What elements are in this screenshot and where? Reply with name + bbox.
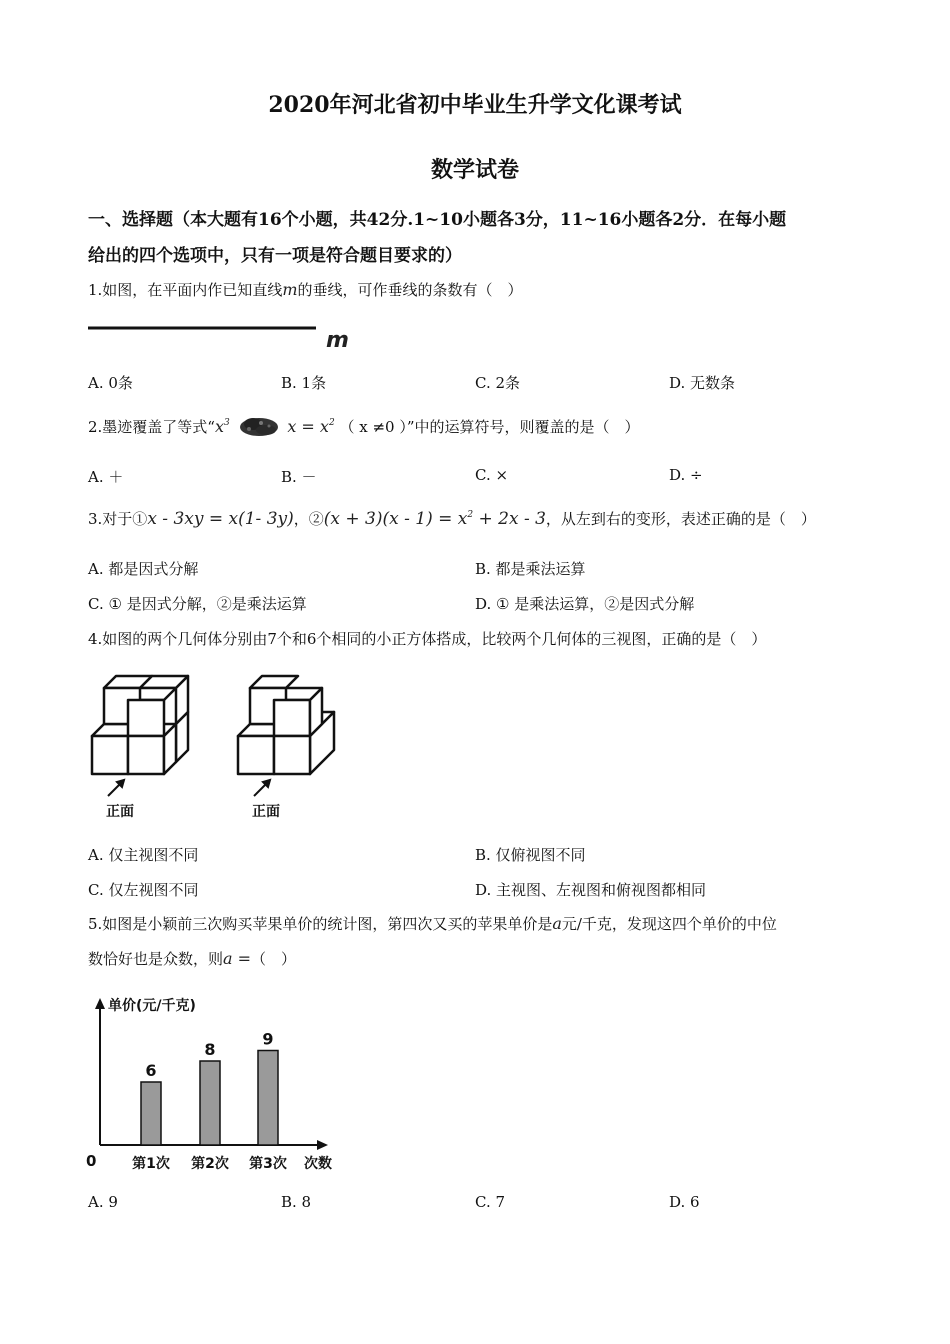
bar-value-label-3: 9 — [262, 1029, 274, 1049]
q3-option-c: C. ① 是因式分解，②是乘法运算 — [88, 595, 307, 613]
q4-figure — [84, 666, 354, 830]
q1-figure — [88, 318, 368, 362]
bar-2 — [200, 1061, 220, 1145]
question-5-line1 — [88, 913, 777, 934]
q3-option-a: A. 都是因式分解 — [88, 560, 199, 578]
q5-option-d: D. 6 — [669, 1193, 700, 1211]
front-label-1: 正面 — [106, 804, 134, 820]
q3-expr2-exp: 2 — [467, 510, 474, 520]
category-label-1: 第1次 — [132, 1156, 170, 1172]
line-m-label: m — [326, 328, 349, 353]
q5-line1-a: 5.如图是小颖前三次购买苹果单价的统计图，第四次又买的苹果单价是 — [88, 915, 553, 933]
exam-subtitle: 数学试卷 — [430, 157, 519, 183]
section-header-line1: 一、选择题（本大题有16个小题，共42分.1~10小题各3分，11~16小题各2分．在每小题 — [88, 210, 787, 230]
bar-value-label-1: 6 — [145, 1061, 157, 1080]
q5-line1-b: 元/千克，发现这四个单价的中位 — [561, 915, 777, 933]
q5-var: a — [552, 914, 562, 933]
line-m-figure — [88, 318, 368, 358]
q2-option-b: B. － — [281, 468, 317, 486]
category-label-3: 第3次 — [249, 1156, 287, 1172]
q1-var: m — [282, 280, 298, 299]
section-header-line2: 给出的四个选项中，只有一项是符合题目要求的） — [88, 246, 462, 266]
exam-title: 2020年河北省初中毕业生升学文化课考试 — [268, 92, 682, 118]
q3-option-d: D. ① 是乘法运算，②是因式分解 — [475, 595, 695, 613]
price-chart — [84, 990, 354, 1179]
question-1 — [88, 279, 523, 300]
y-axis-label: 单价(元/千克) — [108, 998, 196, 1014]
q2-condition: （ x ≠0 ） — [339, 418, 407, 436]
q2-option-c: C. × — [475, 466, 509, 484]
q1-option-b: B. 1条 — [281, 374, 327, 392]
front-label-2: 正面 — [252, 804, 280, 820]
price-bar-chart — [84, 990, 354, 1175]
bar-1 — [141, 1082, 161, 1145]
q5-option-b: B. 8 — [281, 1193, 312, 1211]
q5-line2-b: （ ） — [251, 950, 297, 968]
q4-option-d: D. 主视图、左视图和俯视图都相同 — [475, 881, 707, 899]
solid-2 — [238, 676, 334, 774]
q1-option-c: C. 2条 — [475, 374, 521, 392]
q2-exp2: 2 — [328, 418, 335, 428]
q1-option-d: D. 无数条 — [669, 374, 736, 392]
origin-label: 0 — [86, 1152, 97, 1170]
q1-option-a: A. 0条 — [88, 374, 133, 392]
bar-value-label-2: 8 — [204, 1040, 216, 1059]
y-axis-arrow — [95, 998, 105, 1009]
q2-x: x — [214, 417, 225, 436]
q2-text-b: ”中的运算符号，则覆盖的是（ ） — [406, 418, 640, 436]
q5-line2-a: 数恰好也是众数，则 — [88, 950, 224, 968]
q4-option-c: C. 仅左视图不同 — [88, 881, 199, 899]
q2-exp3: 3 — [224, 418, 230, 428]
cube-solids-figure — [84, 666, 354, 826]
x-axis-label: 次数 — [304, 1156, 332, 1172]
q3-expr1: x - 3xy = x(1- 3y) — [147, 509, 294, 529]
question-2 — [88, 416, 640, 438]
q2-option-d: D. ÷ — [669, 466, 703, 484]
q1-text-b: 的垂线，可作垂线的条数有（ ） — [297, 281, 523, 299]
q5-option-c: C. 7 — [475, 1193, 506, 1211]
q3-expr2b: + 2x - 3 — [473, 509, 546, 529]
question-5-line2 — [88, 948, 296, 969]
ink-blot-icon — [239, 416, 279, 438]
q1-text-a: 1.如图，在平面内作已知直线 — [88, 281, 283, 299]
category-label-2: 第2次 — [191, 1156, 229, 1172]
solid-1 — [92, 676, 188, 774]
q2-text-a: 2.墨迹覆盖了等式“ — [88, 418, 215, 436]
q4-option-a: A. 仅主视图不同 — [88, 846, 199, 864]
question-4: 4.如图的两个几何体分别由7个和6个相同的小正方体搭成，比较两个几何体的三视图，正确的是（ ） — [88, 630, 767, 648]
q3-text-b: ，② — [293, 510, 324, 528]
bar-3 — [258, 1051, 278, 1146]
question-3 — [88, 508, 816, 529]
q3-text-a: 3.对于① — [88, 510, 148, 528]
bars-group — [132, 1030, 287, 1173]
q4-option-b: B. 仅俯视图不同 — [475, 846, 586, 864]
q5-option-a: A. 9 — [88, 1193, 118, 1211]
q3-option-b: B. 都是乘法运算 — [475, 560, 586, 578]
q2-option-a: A. ＋ — [88, 468, 124, 486]
x-axis-arrow — [317, 1140, 328, 1150]
q2-mid: x = x — [287, 417, 329, 436]
q5-line2-var: a = — [223, 949, 252, 968]
q3-text-c: ，从左到右的变形，表述正确的是（ ） — [545, 510, 816, 528]
q3-expr2a: (x + 3)(x - 1) = x — [323, 509, 468, 529]
